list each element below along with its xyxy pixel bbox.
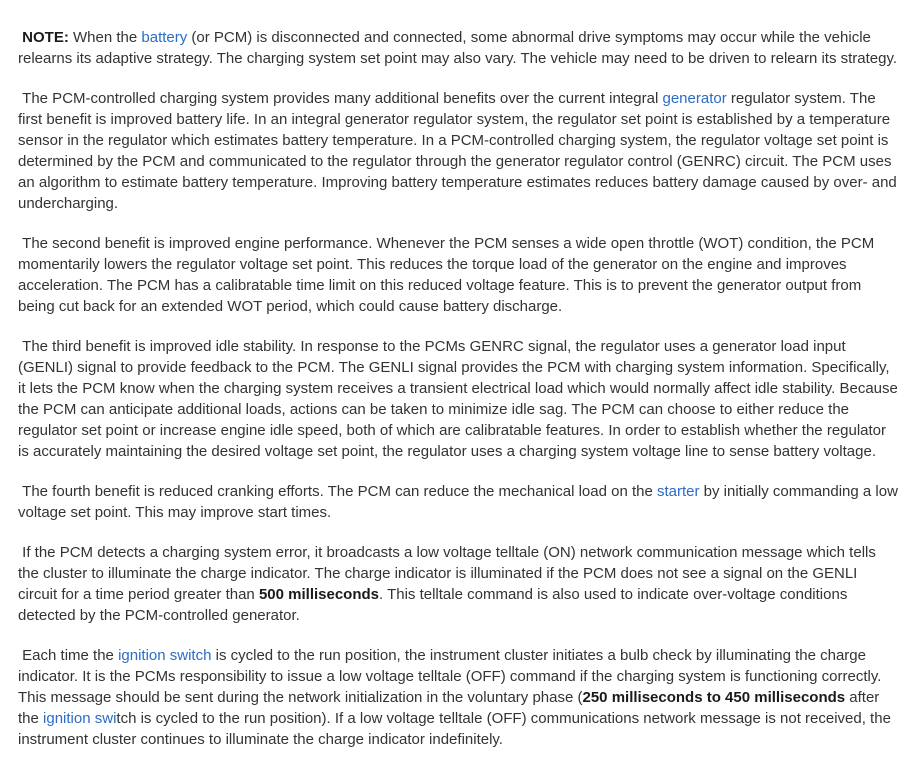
paragraph-4 (18, 336, 903, 462)
paragraph-7 (18, 645, 900, 750)
ignition-swi-link[interactable]: ignition swi (43, 710, 117, 727)
body-text: The third benefit is improved idle stability. In response to the PCMs GENRC signal, the regulator uses a generator load input (GENLI) signal to provide feedback to the PCM. The GENLI signal provides the PCM with charging system information. Specifically, it lets the PCM know when the charging system receives a transient electrical load which would normally affect idle stability. Because the PCM can anticipate additional loads, actions can be taken to minimize idle sag. The PCM can choose to either reduce the regulator set point or increase engine idle speed, both of which are calibratable features. In order to establish whether the regulator is accurately maintaining the desired voltage set point, the regulator uses a charging system voltage line to sense battery voltage. (18, 338, 903, 460)
body-text: regulator system. The first benefit is improved battery life. In an integral generator regulator system, the regulator set point is established by a temperature sensor in the regulator which estimates battery temperature. In a PCM-controlled charging system, the regulator voltage set point is determined by the PCM and communicated to the regulator through the generator regulator control (GENRC) circuit. The PCM uses an algorithm to estimate battery temperature. Improving battery temperature estimates reduces battery damage caused by over- and undercharging. (18, 90, 901, 212)
generator-link[interactable]: generator (662, 90, 727, 107)
bold-text: NOTE: (18, 29, 69, 46)
body-text: If the PCM detects a charging system error, it broadcasts a low voltage telltale (ON) network communication message which tells the cluster to illuminate the charge indicator. The charge indicator is illuminated if the PCM does not see a signal on the GENLI circuit for a time period greater than (18, 544, 881, 603)
body-text: by initially commanding a low voltage set point. This may improve start times. (18, 483, 903, 521)
battery-link[interactable]: battery (141, 29, 188, 46)
paragraph-2 (18, 88, 900, 214)
body-text: When the (68, 29, 142, 46)
ignition-switch-link[interactable]: ignition switch (118, 647, 212, 664)
paragraph-5 (18, 481, 903, 523)
paragraph-6 (18, 542, 900, 626)
body-text: is cycled to the run position, the instrument cluster initiates a bulb check by illuminating the charge indicator. It is the PCMs responsibility to issue a low voltage telltale (OFF) command if the charging system is functioning correctly. This message should be sent during the network initialization in the voluntary phase ( (18, 647, 886, 706)
body-text: The second benefit is improved engine performance. Whenever the PCM senses a wide open throttle (WOT) condition, the PCM momentarily lowers the regulator voltage set point. This reduces the torque load of the generator on the engine and improves acceleration. The PCM has a calibratable time limit on this reduced voltage feature. This is to prevent the generator output from being cut back for an extended WOT period, which could cause battery discharge. (18, 235, 879, 315)
bold-text: 250 milliseconds to 450 milliseconds (582, 689, 846, 706)
body-text: The fourth benefit is reduced cranking efforts. The PCM can reduce the mechanical load on the (18, 483, 657, 500)
body-text: (or PCM) is disconnected and connected, some abnormal drive symptoms may occur while the vehicle relearns its adaptive strategy. The charging system set point may also vary. The vehicle may need to be driven to relearn its strategy. (18, 29, 898, 67)
starter-link[interactable]: starter (656, 483, 700, 500)
paragraph-1 (18, 27, 900, 69)
bold-text: 500 milliseconds (258, 586, 380, 603)
body-text: . This telltale command is also used to indicate over-voltage conditions detected by the PCM-controlled generator. (18, 586, 852, 624)
body-text: Each time the (18, 647, 119, 664)
body-text: after the (18, 689, 884, 727)
body-text: The PCM-controlled charging system provides many additional benefits over the current integral (18, 90, 663, 107)
paragraph-3 (18, 233, 900, 317)
body-text: tch is cycled to the run position). If a low voltage telltale (OFF) communications network message is not received, the instrument cluster continues to illuminate the charge indicator indefinitely. (18, 710, 896, 748)
